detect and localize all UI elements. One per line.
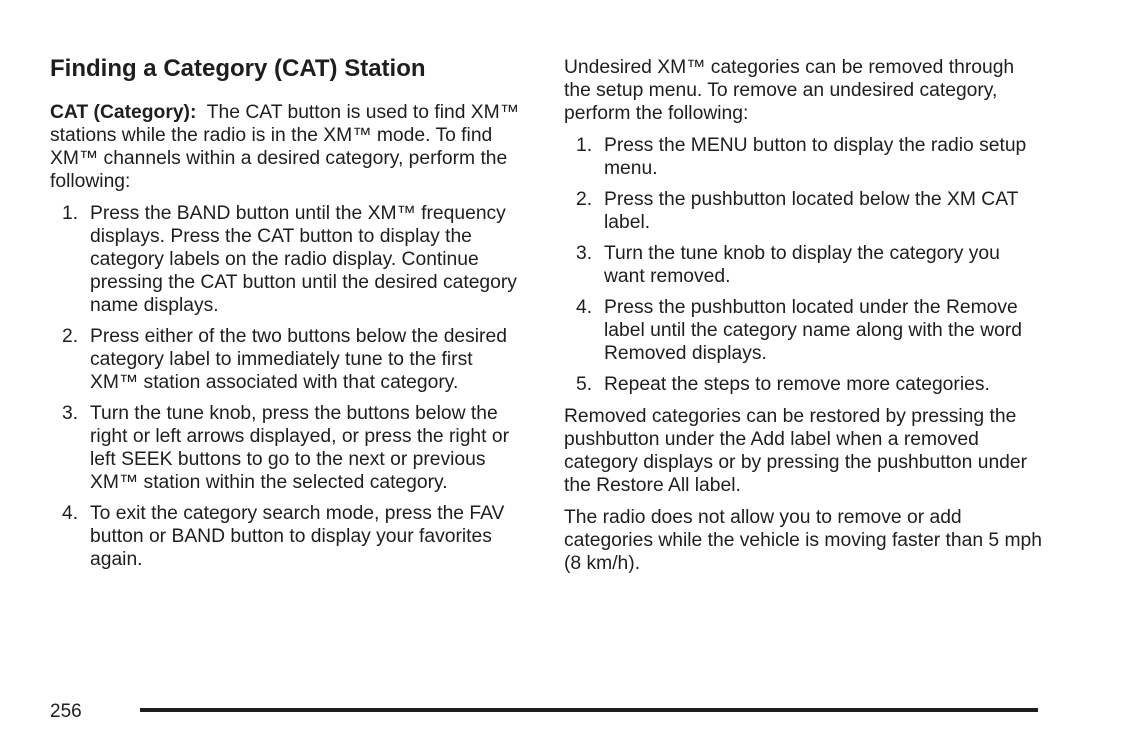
step-text: To exit the category search mode, press the FAV button or BAND button to display your favorites again. (90, 503, 505, 570)
remove-category-steps (564, 134, 1044, 396)
list-item (564, 134, 1044, 180)
step-text: Repeat the steps to remove more categories. (604, 374, 990, 395)
step-number: 1. (576, 135, 593, 156)
find-category-steps (50, 202, 525, 571)
list-item (564, 188, 1044, 234)
step-number: 3. (62, 403, 79, 424)
footer-rule (140, 708, 1038, 712)
step-number: 1. (62, 203, 79, 224)
section-heading: Finding a Category (CAT) Station (50, 55, 426, 82)
step-text: Press the pushbutton located below the XM CAT label. (604, 189, 1019, 233)
right-column (564, 56, 1044, 584)
step-text: Press the pushbutton located under the Remove label until the category name along with the word Removed displays. (604, 297, 1023, 364)
list-item (50, 202, 525, 317)
step-number: 4. (62, 503, 79, 524)
list-item (564, 296, 1044, 365)
remove-intro-paragraph: Undesired XM™ categories can be removed through the setup menu. To remove an undesired category, perform the following: (564, 57, 1015, 124)
step-text: Turn the tune knob, press the buttons below the right or left arrows displayed, or press the right or left SEEK buttons to go to the next or previous XM™ station within the selected category. (90, 403, 510, 493)
list-item (50, 325, 525, 394)
step-number: 2. (62, 326, 79, 347)
step-number: 2. (576, 189, 593, 210)
list-item (564, 373, 1044, 396)
page-number: 256 (50, 701, 82, 722)
intro-lead: CAT (Category): (50, 102, 197, 123)
step-text: Press the MENU button to display the radio setup menu. (604, 135, 1027, 179)
step-text: Press the BAND button until the XM™ frequency displays. Press the CAT button to display the category labels on the radio display. Continue pressing the CAT button until the desired category name displays. (90, 203, 517, 316)
step-number: 5. (576, 374, 593, 395)
intro-paragraph (50, 101, 525, 193)
intro-text: The CAT button is used to find XM™ stations while the radio is in the XM™ mode. To find XM™ channels within a desired category, perform the following: (50, 102, 519, 192)
step-number: 4. (576, 297, 593, 318)
left-column (50, 55, 525, 580)
list-item (564, 242, 1044, 288)
restore-paragraph: Removed categories can be restored by pressing the pushbutton under the Add label when a removed category displays or by pressing the pushbutton under the Restore All label. (564, 406, 1028, 496)
step-text: Turn the tune knob to display the category you want removed. (604, 243, 1000, 287)
step-text: Press either of the two buttons below the desired category label to immediately tune to the first XM™ station associated with that category. (90, 326, 507, 393)
list-item (50, 402, 525, 494)
list-item (50, 502, 525, 571)
step-number: 3. (576, 243, 593, 264)
moving-restriction-paragraph: The radio does not allow you to remove or add categories while the vehicle is moving faster than 5 mph (8 km/h). (564, 507, 1042, 574)
